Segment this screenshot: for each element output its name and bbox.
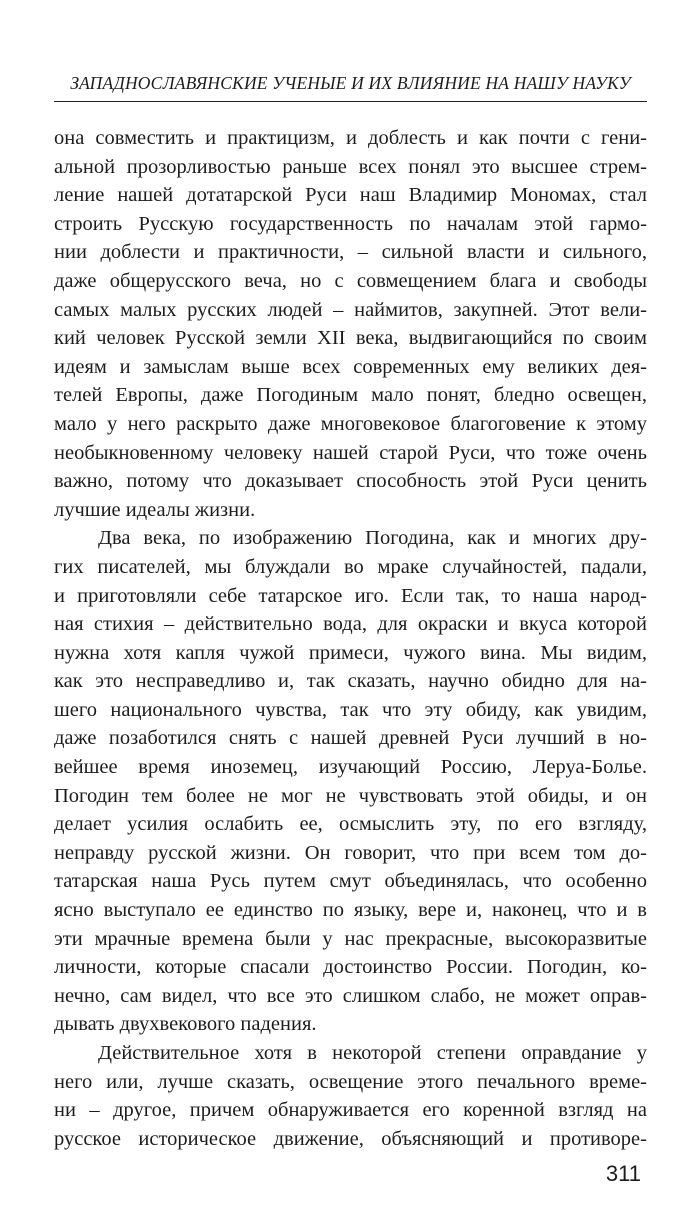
text-line: шего национального чувства, так что эту обиду, как увидим, bbox=[54, 698, 647, 721]
page-number: 311 bbox=[605, 1161, 641, 1186]
text-line: Погодин тем более не мог не чувствовать этой обиды, и он bbox=[54, 784, 647, 807]
text-line: вейшее время иноземец, изучающий Россию, Леруа-Болье. bbox=[54, 756, 647, 779]
text-line: необыкновенному человеку нашей старой Руси, что тоже очень bbox=[54, 441, 647, 464]
text-line: альной прозорливостью раньше всех понял это высшее стрем- bbox=[54, 155, 647, 178]
paragraph bbox=[54, 524, 647, 1039]
text-line: мало у него раскрыто даже многовековое благоговение к этому bbox=[54, 412, 647, 435]
text-line: дывать двухвекового падения. bbox=[54, 1013, 317, 1036]
text-line: идеям и замыслам выше всех современных ему великих дея- bbox=[54, 355, 647, 378]
text-line: лучшие идеалы жизни. bbox=[54, 498, 256, 521]
text-line: даже позаботился снять с нашей древней Руси лучший в но- bbox=[54, 727, 647, 750]
text-line: телей Европы, даже Погодиным мало понят, бледно освещен, bbox=[54, 384, 647, 407]
text-line: личности, которые спасали достоинство России. Погодин, ко- bbox=[54, 956, 647, 979]
paragraph bbox=[54, 124, 647, 524]
text-line: и приготовляли себе татарское иго. Если так, то наша народ- bbox=[54, 584, 647, 607]
paragraph bbox=[54, 1039, 647, 1153]
text-line: ление нашей дотатарской Руси наш Владимир Мономах, стал bbox=[54, 184, 647, 207]
text-line: она совместить и практицизм, и доблесть и как почти с гени- bbox=[54, 127, 647, 149]
text-line: Действительное хотя в некоторой степени оправдание у bbox=[98, 1042, 647, 1064]
text-line: ясно выступало ее единство по языку, вере и, наконец, что и в bbox=[54, 899, 647, 922]
running-header: ЗАПАДНОСЛАВЯНСКИЕ УЧЕНЫЕ И ИХ ВЛИЯНИЕ НА НАШУ НАУКУ bbox=[70, 73, 631, 93]
text-line: ни – другое, причем обнаруживается его коренной взгляд на bbox=[54, 1099, 647, 1122]
text-line: самых малых русских людей – наймитов, закупней. Этот вели- bbox=[54, 298, 647, 321]
text-line: строить Русскую государственность по началам этой гармо- bbox=[54, 212, 647, 235]
text-line: важно, потому что доказывает способность этой Руси ценить bbox=[54, 470, 647, 493]
text-line: него или, лучше сказать, освещение этого печального време- bbox=[54, 1070, 647, 1093]
text-line: гих писателей, мы блуждали во мраке случайностей, падали, bbox=[54, 555, 647, 578]
text-line: нии доблести и практичности, – сильной власти и сильного, bbox=[54, 241, 647, 264]
text-line: как это несправедливо и, так сказать, научно обидно для на- bbox=[54, 670, 647, 693]
body-text bbox=[54, 124, 647, 1153]
text-line: даже общерусского веча, но с совмещением блага и свободы bbox=[54, 269, 647, 292]
text-line: эти мрачные времена были у нас прекрасные, высокоразвитые bbox=[54, 927, 647, 950]
text-line: делает усилия ослабить ее, осмыслить эту, по его взгляду, bbox=[54, 813, 647, 836]
text-line: нечно, сам видел, что все это слишком слабо, не может оправ- bbox=[54, 984, 647, 1007]
text-line: татарская наша Русь путем смут объединялась, что особенно bbox=[54, 870, 647, 893]
header-rule bbox=[54, 101, 647, 102]
text-line: кий человек Русской земли XII века, выдвигающийся по своим bbox=[54, 327, 647, 350]
text-line: Два века, по изображению Погодина, как и многих дру- bbox=[98, 527, 647, 550]
text-line: неправду русской жизни. Он говорит, что при всем том до- bbox=[54, 841, 647, 864]
text-line: ная стихия – действительно вода, для окраски и вкуса которой bbox=[54, 613, 647, 636]
text-line: русское историческое движение, объясняющий и противоре- bbox=[54, 1127, 647, 1150]
text-line: нужна хотя капля чужой примеси, чужого вина. Мы видим, bbox=[54, 641, 647, 664]
